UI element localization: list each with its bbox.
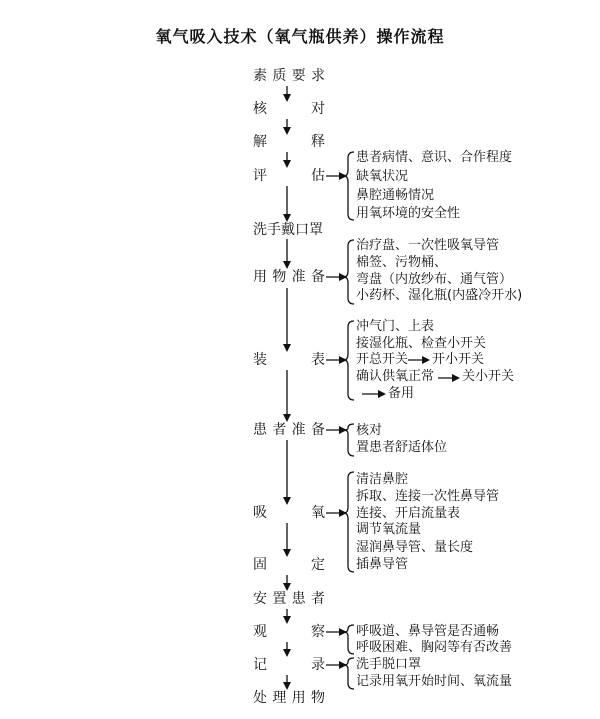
step-oxygen-inhalation: 吸 氧 (253, 505, 325, 521)
note-install-2: 接湿化瓶、检查小开关 (356, 336, 487, 351)
note-assess-3: 鼻腔通畅情况 (356, 188, 435, 203)
note-inhale-1: 清洁鼻腔 (356, 472, 409, 487)
step-install-meter: 装 表 (253, 352, 325, 368)
step-prepare-patient: 患 者 准 备 (253, 422, 325, 438)
note-inhale-3: 连接、开启流量表 (356, 506, 461, 521)
note-inhale-5: 湿润鼻导管、量长度 (356, 540, 474, 555)
note-inhale-6: 插鼻导管 (356, 557, 409, 572)
note-install-4b: 关小开关 (462, 369, 515, 384)
note-record-1: 洗手脱口罩 (356, 657, 422, 672)
note-supplies-2: 棉签、污物桶、 (356, 255, 448, 270)
note-install-4a: 确认供氧正常 (356, 369, 435, 384)
brace-assess (344, 152, 354, 220)
note-supplies-1: 治疗盘、一次性吸氧导管 (356, 238, 500, 253)
brace-supplies (344, 240, 354, 304)
brace-patient (344, 424, 354, 456)
step-prepare-supplies: 用 物 准 备 (253, 269, 325, 285)
step-settle-patient: 安 置 患 者 (253, 591, 325, 607)
brace-record (344, 658, 354, 689)
step-quality-requirements: 素 质 要 求 (253, 68, 325, 84)
step-explain: 解 释 (253, 134, 325, 150)
page-title: 氧气吸入技术（氧气瓶供养）操作流程 (155, 27, 445, 46)
note-install-3b: 开小开关 (432, 352, 485, 367)
brace-observe (344, 625, 354, 654)
step-fix: 固 定 (253, 557, 325, 573)
note-patient-1: 核对 (356, 423, 383, 438)
note-assess-4: 用氧环境的安全性 (356, 206, 461, 221)
note-install-3a: 开总开关 (356, 352, 409, 367)
note-install-5: 备用 (388, 386, 415, 401)
step-record: 记 录 (253, 657, 325, 673)
note-inhale-4: 调节氧流量 (356, 522, 422, 537)
step-dispose-supplies: 处 理 用 物 (253, 690, 325, 706)
brace-inhale (344, 472, 354, 572)
note-supplies-3: 弯盘（内放纱布、通气管） (356, 272, 513, 287)
note-install-1: 冲气门、上表 (356, 319, 435, 334)
note-record-2: 记录用氧开始时间、氧流量 (356, 674, 513, 689)
note-observe-1: 呼吸道、鼻导管是否通畅 (356, 624, 500, 639)
note-assess-1: 患者病情、意识、合作程度 (356, 150, 513, 165)
brace-install (344, 321, 354, 400)
note-patient-2: 置患者舒适体位 (356, 440, 448, 455)
note-inhale-2: 拆取、连接一次性鼻导管 (356, 489, 500, 504)
step-observe: 观 察 (253, 624, 325, 640)
step-assess: 评 估 (253, 168, 325, 184)
note-observe-2: 呼吸困难、胸闷等有否改善 (356, 640, 513, 655)
note-supplies-4: 小药杯、湿化瓶(内盛冷开水) (356, 288, 523, 303)
step-verify: 核 对 (253, 101, 325, 117)
step-wash-hands-mask: 洗手戴口罩 (253, 222, 323, 238)
note-assess-2: 缺氧状况 (356, 169, 409, 184)
